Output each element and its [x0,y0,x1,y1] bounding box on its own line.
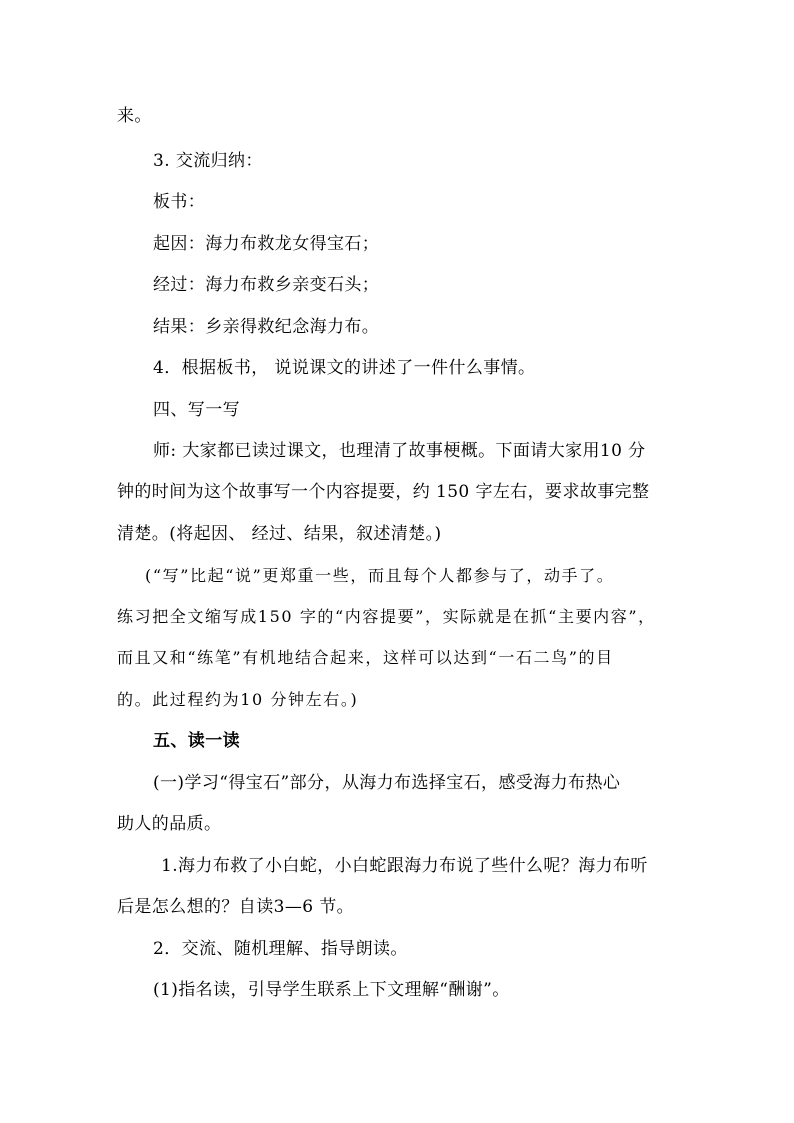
text-line-9: 师: 大家都已读过课文，也理清了故事梗概。下面请大家用10 分 [153,441,646,461]
section-heading-read: 五、读一读 [153,731,240,751]
text-line-3: 板书： [153,192,206,212]
text-line-22: (1)指名读，引导学生联系上下文理解“酬谢”。 [153,980,510,1000]
text-line-7: 4．根据板书， 说说课文的讲述了一件什么事情。 [153,358,536,378]
text-line-6: 结果：乡亲得救纪念海力布。 [153,317,380,337]
section-heading-write: 四、写一写 [153,400,240,420]
note-line-4: 的。此过程约为10 分钟左右。) [117,690,359,709]
text-line-19: 1.海力布救了小白蛇，小白蛇跟海力布说了些什么呢？海力布听 [161,856,648,876]
text-line-10: 钟的时间为这个故事写一个内容提要，约 150 字左右，要求故事完整 [117,482,650,502]
text-line-4: 起因：海力布救龙女得宝石； [153,234,380,254]
text-line-21: 2．交流、随机理解、指导朗读。 [153,939,408,959]
text-line-17: (一)学习“得宝石”部分，从海力布选择宝石，感受海力布热心 [153,773,621,793]
note-line-3: 而且又和“练笔”有机地结合起来，这样可以达到“一石二鸟”的目 [117,648,614,667]
text-line-18: 助人的品质。 [117,814,222,834]
text-line-20: 后是怎么想的？自读3—6 节。 [117,897,355,917]
text-line-5: 经过：海力布救乡亲变石头； [153,275,380,295]
note-line-1: (“写”比起“说”更郑重一些，而且每个人都参与了，动手了。 [145,566,615,585]
text-line-2: 3. 交流归纳： [153,151,263,171]
text-line-11: 清楚。(将起因、 经过、结果，叙述清楚。) [117,524,442,544]
text-line-1: 来。 [117,106,152,126]
note-line-2: 练习把全文缩写成150 字的“内容提要”，实际就是在抓“主要内容”， [117,607,656,626]
